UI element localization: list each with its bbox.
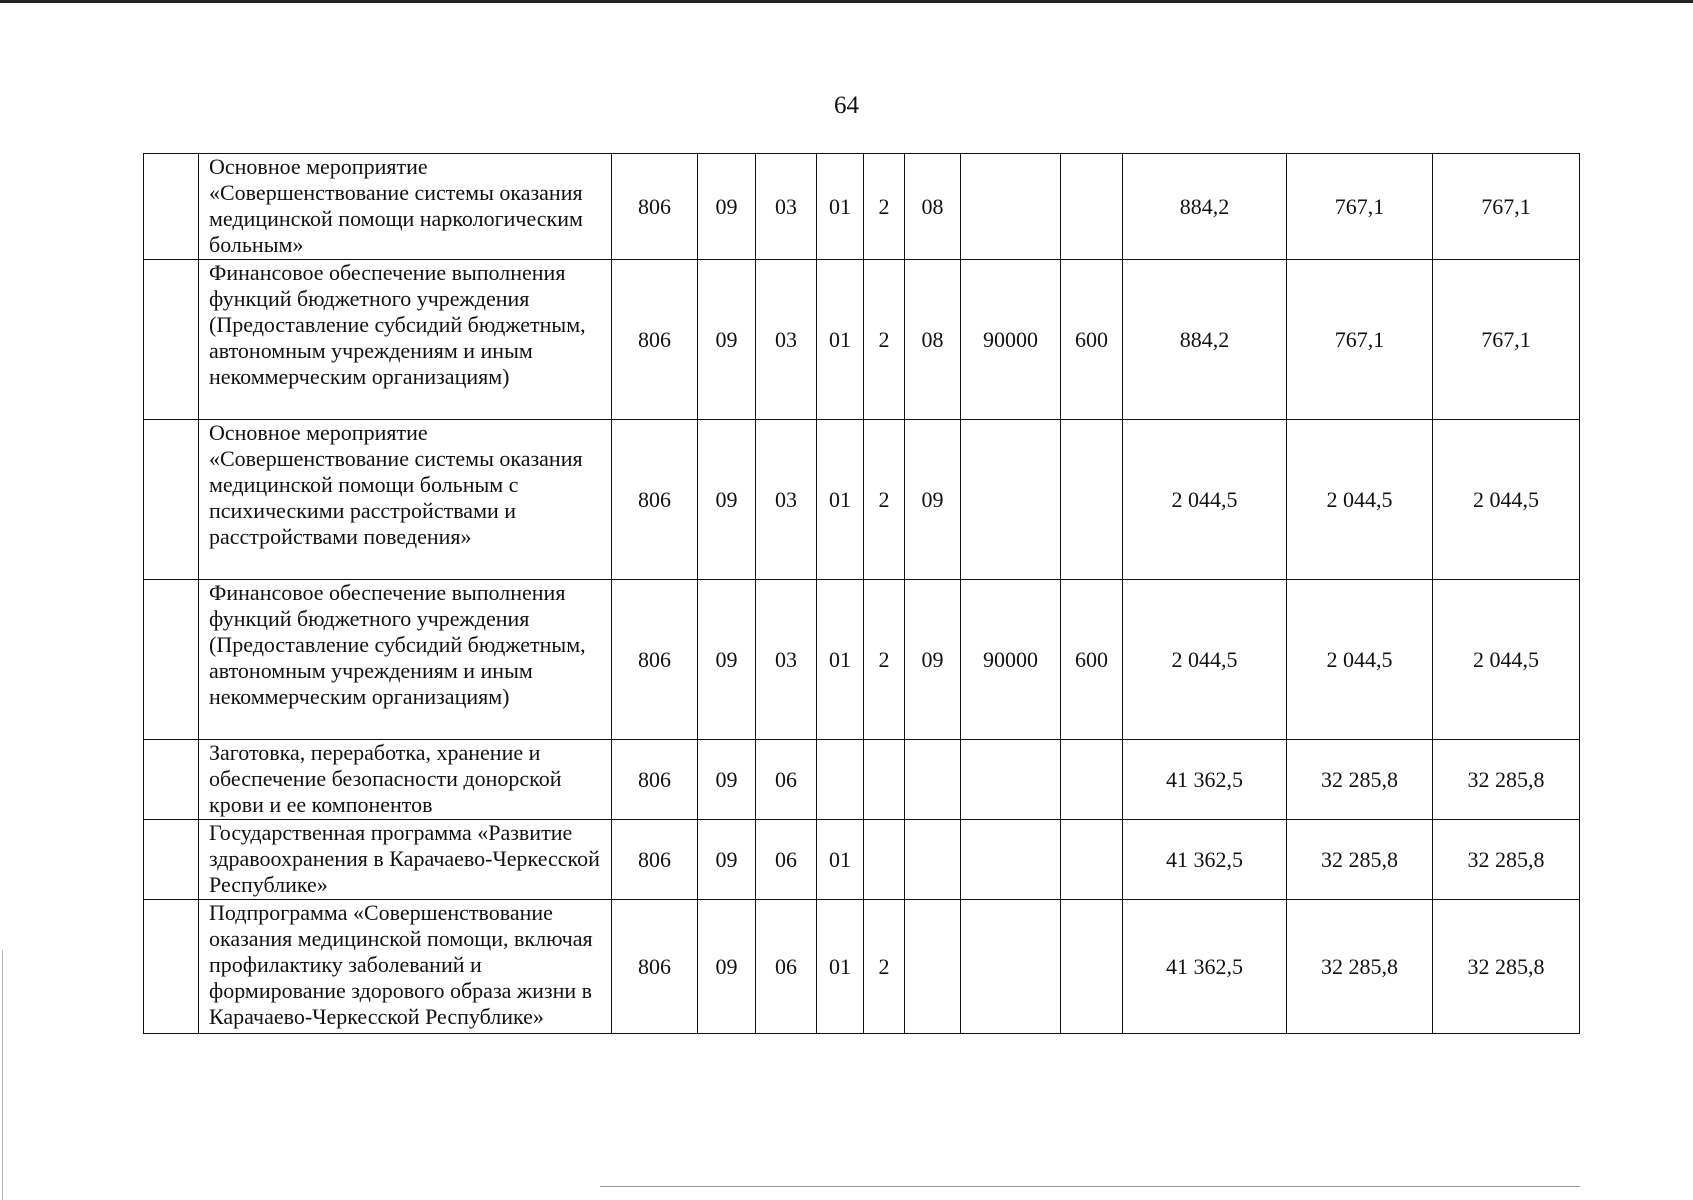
section-code-cell: 09 xyxy=(698,420,756,580)
event-code-cell xyxy=(905,900,961,1034)
section-code-cell: 09 xyxy=(698,820,756,900)
amount-year-2-cell: 2 044,5 xyxy=(1287,420,1433,580)
program-code-cell: 01 xyxy=(817,820,864,900)
amount-year-3-cell: 767,1 xyxy=(1433,154,1580,260)
expense-type-code-cell xyxy=(1061,900,1123,1034)
event-code-cell xyxy=(905,820,961,900)
section-code-cell: 09 xyxy=(698,154,756,260)
section-code-cell: 09 xyxy=(698,900,756,1034)
expense-type-code-cell xyxy=(1061,154,1123,260)
amount-year-3-cell: 2 044,5 xyxy=(1433,420,1580,580)
table-row xyxy=(144,154,1580,260)
subsection-code-cell: 06 xyxy=(756,820,817,900)
expense-type-code-cell xyxy=(1061,420,1123,580)
direction-code-cell xyxy=(961,420,1061,580)
subsection-code-cell: 03 xyxy=(756,260,817,420)
amount-year-1-cell: 884,2 xyxy=(1123,154,1287,260)
amount-year-1-cell: 41 362,5 xyxy=(1123,740,1287,820)
subprogram-code-cell: 2 xyxy=(864,154,905,260)
bottom-border-line xyxy=(600,1186,1580,1187)
program-code-cell xyxy=(817,740,864,820)
amount-year-2-cell: 767,1 xyxy=(1287,154,1433,260)
subprogram-code-cell: 2 xyxy=(864,900,905,1034)
amount-year-1-cell: 41 362,5 xyxy=(1123,820,1287,900)
subprogram-code-cell: 2 xyxy=(864,420,905,580)
amount-year-1-cell: 41 362,5 xyxy=(1123,900,1287,1034)
direction-code-cell xyxy=(961,740,1061,820)
subsection-code-cell: 06 xyxy=(756,740,817,820)
amount-year-3-cell: 32 285,8 xyxy=(1433,820,1580,900)
subsection-code-cell: 03 xyxy=(756,154,817,260)
row-description: Основное мероприятие «Совершенствование системы оказания медицинской помощи больным с психическими расстройствами и расстройствами поведения» xyxy=(199,420,612,580)
amount-year-2-cell: 32 285,8 xyxy=(1287,900,1433,1034)
row-description: Основное мероприятие «Совершенствование системы оказания медицинской помощи наркологическим больным» xyxy=(199,154,612,260)
direction-code-cell: 90000 xyxy=(961,260,1061,420)
row-description: Финансовое обеспечение выполнения функций бюджетного учреждения (Предоставление субсидий бюджетным, автономным учреждениям и иным некоммерческим организациям) xyxy=(199,260,612,420)
row-number-cell xyxy=(144,900,199,1034)
table-row xyxy=(144,820,1580,900)
amount-year-1-cell: 2 044,5 xyxy=(1123,420,1287,580)
direction-code-cell xyxy=(961,820,1061,900)
budget-table-body xyxy=(144,154,1580,1034)
amount-year-3-cell: 2 044,5 xyxy=(1433,580,1580,740)
table-row xyxy=(144,420,1580,580)
row-description: Государственная программа «Развитие здравоохранения в Карачаево-Черкесской Республике» xyxy=(199,820,612,900)
expense-type-code-cell xyxy=(1061,740,1123,820)
table-row xyxy=(144,260,1580,420)
subsection-code-cell: 03 xyxy=(756,580,817,740)
section-code-cell: 09 xyxy=(698,580,756,740)
subsection-code-cell: 03 xyxy=(756,420,817,580)
event-code-cell: 08 xyxy=(905,154,961,260)
budget-table xyxy=(143,153,1580,1034)
page-number: 64 xyxy=(834,92,859,119)
amount-year-1-cell: 2 044,5 xyxy=(1123,580,1287,740)
amount-year-3-cell: 767,1 xyxy=(1433,260,1580,420)
row-number-cell xyxy=(144,820,199,900)
expense-type-code-cell xyxy=(1061,820,1123,900)
grbs-code-cell: 806 xyxy=(612,154,698,260)
amount-year-3-cell: 32 285,8 xyxy=(1433,900,1580,1034)
row-number-cell xyxy=(144,740,199,820)
subprogram-code-cell: 2 xyxy=(864,260,905,420)
program-code-cell: 01 xyxy=(817,580,864,740)
event-code-cell xyxy=(905,740,961,820)
row-number-cell xyxy=(144,580,199,740)
grbs-code-cell: 806 xyxy=(612,580,698,740)
grbs-code-cell: 806 xyxy=(612,420,698,580)
event-code-cell: 09 xyxy=(905,580,961,740)
table-row xyxy=(144,740,1580,820)
grbs-code-cell: 806 xyxy=(612,740,698,820)
direction-code-cell: 90000 xyxy=(961,580,1061,740)
amount-year-1-cell: 884,2 xyxy=(1123,260,1287,420)
direction-code-cell xyxy=(961,900,1061,1034)
program-code-cell: 01 xyxy=(817,900,864,1034)
row-number-cell xyxy=(144,260,199,420)
section-code-cell: 09 xyxy=(698,740,756,820)
top-border-line xyxy=(0,0,1693,3)
expense-type-code-cell: 600 xyxy=(1061,580,1123,740)
amount-year-2-cell: 32 285,8 xyxy=(1287,740,1433,820)
program-code-cell: 01 xyxy=(817,420,864,580)
row-number-cell xyxy=(144,154,199,260)
subprogram-code-cell xyxy=(864,820,905,900)
left-margin-line xyxy=(2,950,3,1200)
amount-year-2-cell: 32 285,8 xyxy=(1287,820,1433,900)
section-code-cell: 09 xyxy=(698,260,756,420)
subprogram-code-cell xyxy=(864,740,905,820)
subprogram-code-cell: 2 xyxy=(864,580,905,740)
row-description: Заготовка, переработка, хранение и обеспечение безопасности донорской крови и ее компонентов xyxy=(199,740,612,820)
event-code-cell: 09 xyxy=(905,420,961,580)
amount-year-2-cell: 767,1 xyxy=(1287,260,1433,420)
direction-code-cell xyxy=(961,154,1061,260)
amount-year-3-cell: 32 285,8 xyxy=(1433,740,1580,820)
row-number-cell xyxy=(144,420,199,580)
subsection-code-cell: 06 xyxy=(756,900,817,1034)
event-code-cell: 08 xyxy=(905,260,961,420)
amount-year-2-cell: 2 044,5 xyxy=(1287,580,1433,740)
grbs-code-cell: 806 xyxy=(612,260,698,420)
table-row xyxy=(144,900,1580,1034)
program-code-cell: 01 xyxy=(817,260,864,420)
table-row xyxy=(144,580,1580,740)
grbs-code-cell: 806 xyxy=(612,820,698,900)
row-description: Финансовое обеспечение выполнения функций бюджетного учреждения (Предоставление субсидий бюджетным, автономным учреждениям и иным некоммерческим организациям) xyxy=(199,580,612,740)
program-code-cell: 01 xyxy=(817,154,864,260)
expense-type-code-cell: 600 xyxy=(1061,260,1123,420)
row-description: Подпрограмма «Совершенствование оказания медицинской помощи, включая профилактику заболеваний и формирование здорового образа жизни в Карачаево-Черкесской Республике» xyxy=(199,900,612,1034)
grbs-code-cell: 806 xyxy=(612,900,698,1034)
